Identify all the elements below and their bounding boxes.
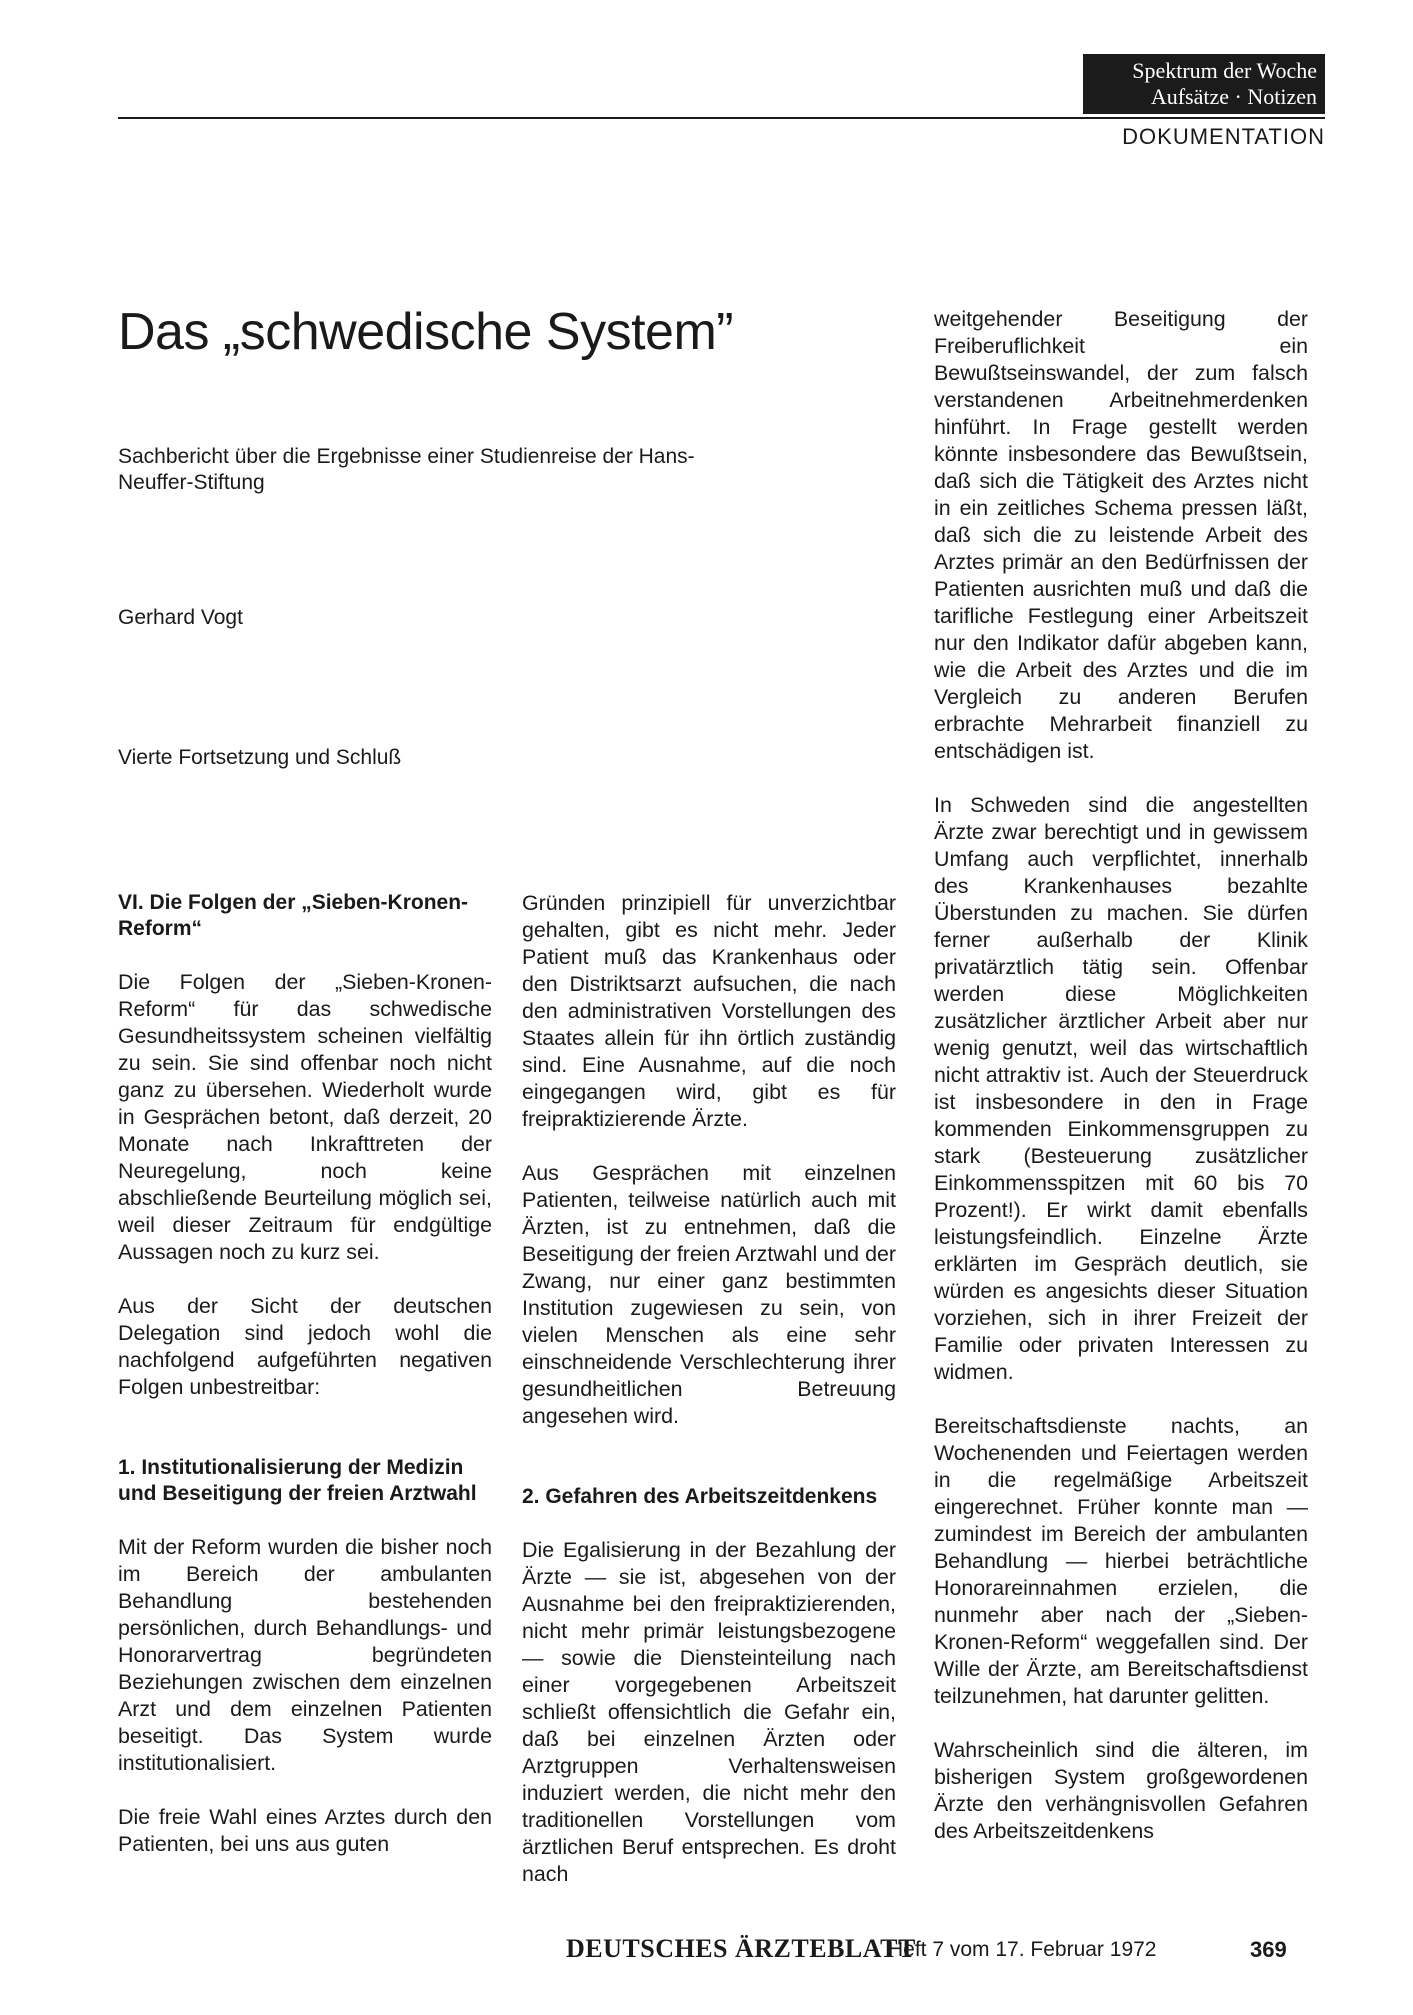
article-subtitle: Sachbericht über die Ergebnisse einer Studienreise der Hans-Neuffer-Stiftung [118,445,695,494]
journal-name: DEUTSCHES ÄRZTEBLATT [566,1934,916,1963]
paragraph: Wahrscheinlich sind die älteren, im bisherigen System großgewordenen Ärzte den verhängnisvollen Gefahren des Arbeitszeitdenkens [934,1738,1308,1843]
paragraph: In Schweden sind die angestellten Ärzte zwar berechtigt und in gewissem Umfang auch verpflichtet, innerhalb des Krankenhauses bezahlte Überstunden zu machen. Sie dürfen ferner außerhalb der Klinik privatärztlich tätig sein. Offenbar werden diese Möglichkeiten zusätzlicher ärztlicher Arbeit aber nur wenig genutzt, weil das wirtschaftlich nicht attraktiv ist. Auch der Steuerdruck ist insbesondere in den in Frage kommenden Einkommensgruppen zu stark (Besteuerung zusätzlicher Einkommensspitzen mit 60 bis 70 Prozent!). Er wirkt damit ebenfalls leistungsfeindlich. Einzelne Ärzte erklärten im Gespräch deutlich, sie würden es angesichts dieser Situation vorziehen, sich in ihrer Freizeit der Familie oder privaten Interessen zu widmen. [934,793,1308,1384]
paragraph: weitgehender Beseitigung der Freiberuflichkeit ein Bewußtseinswandel, der zum falsch verstandenen Arbeitnehmerdenken hinführt. In Frage gestellt werden könnte insbesondere das Bewußtsein, daß sich die Tätigkeit des Arztes nicht in ein zeitliches Schema pressen läßt, daß sich die zu leistende Arbeit des Arztes primär an den Bedürfnissen der Patienten ausrichten muß und daß die tarifliche Festlegung einer Arbeitszeit nur den Indikator dafür abgeben kann, wie die Arbeit des Arztes und die im Vergleich zu anderen Berufen erbrachte Mehrarbeit finanziell zu entschädigen ist. [934,307,1308,763]
text-column-3 [934,306,1308,1845]
article-continuation-note: Vierte Fortsetzung und Schluß [118,746,402,769]
text-column-1 [118,890,492,1858]
header-rule [118,117,1325,119]
page-footer [566,1934,1326,1968]
subsection-heading-institutionalisierung: 1. Institutionalisierung der Medizin und Beseitigung der freien Arztwahl [118,1456,477,1505]
paragraph: Bereitschaftsdienste nachts, an Wochenenden und Feiertagen werden in die regelmäßige Arbeitszeit eingerechnet. Früher konnte man — zumindest im Bereich der ambulanten Behandlung — hierbei beträchtliche Honorareinnahmen erzielen, die nunmehr aber nach der „Sieben-Kronen-Reform“ weggefallen sind. Der Wille der Ärzte, am Bereitschaftsdienst teilzunehmen, hat darunter gelitten. [934,1414,1308,1708]
paragraph: Aus der Sicht der deutschen Delegation sind jedoch wohl die nachfolgend aufgeführten negativen Folgen unbestreitbar: [118,1294,492,1399]
paragraph: Die freie Wahl eines Arztes durch den Patienten, bei uns aus guten [118,1805,492,1856]
article-author: Gerhard Vogt [118,606,243,629]
section-label: DOKUMENTATION [1122,124,1325,149]
badge-line-1: Spektrum der Woche [1132,58,1317,83]
article-title: Das „schwedische System” [118,303,734,361]
paragraph: Aus Gesprächen mit einzelnen Patienten, teilweise natürlich auch mit Ärzten, ist zu entnehmen, daß die Beseitigung der freien Arztwahl und der Zwang, nur einer ganz bestimmten Institution zugewiesen zu sein, von vielen Menschen als eine sehr einschneidende Verschlechterung ihrer gesundheitlichen Betreuung angesehen wird. [522,1161,896,1428]
section-badge [1083,54,1325,114]
section-heading-folgen: VI. Die Folgen der „Sieben-Kronen-Reform“ [118,891,469,940]
text-column-2 [522,890,896,1888]
subsection-heading-arbeitszeitdenken: 2. Gefahren des Arbeitszeitdenkens [522,1485,878,1508]
paragraph: Die Egalisierung in der Bezahlung der Ärzte — sie ist, abgesehen von der Ausnahme bei den freipraktizierenden, nicht mehr primär leistungsbezogene — sowie die Diensteinteilung nach einer vorgegebenen Arbeitszeit schließt offensichtlich die Gefahr ein, daß bei einzelnen Ärzten oder Arztgruppen Verhaltensweisen induziert werden, die nicht mehr den traditionellen Vorstellungen vom ärztlichen Beruf entsprechen. Es droht nach [522,1538,896,1886]
paragraph: Gründen prinzipiell für unverzichtbar gehalten, gibt es nicht mehr. Jeder Patient muß das Krankenhaus oder den Distriktsarzt aufsuchen, die nach den administrativen Vorstellungen des Staates allein für ihn örtlich zuständig sind. Eine Ausnahme, auf die noch eingegangen wird, gibt es für freipraktizierende Ärzte. [522,891,896,1131]
page-number: 369 [1250,1937,1287,1962]
issue-info: Heft 7 vom 17. Februar 1972 [888,1938,1157,1961]
paragraph: Die Folgen der „Sieben-Kronen-Reform“ für das schwedische Gesundheitssystem scheinen vielfältig zu sein. Sie sind offenbar noch nicht ganz zu übersehen. Wiederholt wurde in Gesprächen betont, daß derzeit, 20 Monate nach Inkrafttreten der Neuregelung, noch keine abschließende Beurteilung möglich sei, weil dieser Zeitraum für endgültige Aussagen noch zu kurz sei. [118,970,492,1264]
badge-line-2: Aufsätze · Notizen [1150,84,1317,109]
paragraph: Mit der Reform wurden die bisher noch im Bereich der ambulanten Behandlung bestehenden persönlichen, durch Behandlungs- und Honorarvertrag begründeten Beziehungen zwischen dem einzelnen Arzt und dem einzelnen Patienten beseitigt. Das System wurde institutionalisiert. [118,1535,492,1775]
